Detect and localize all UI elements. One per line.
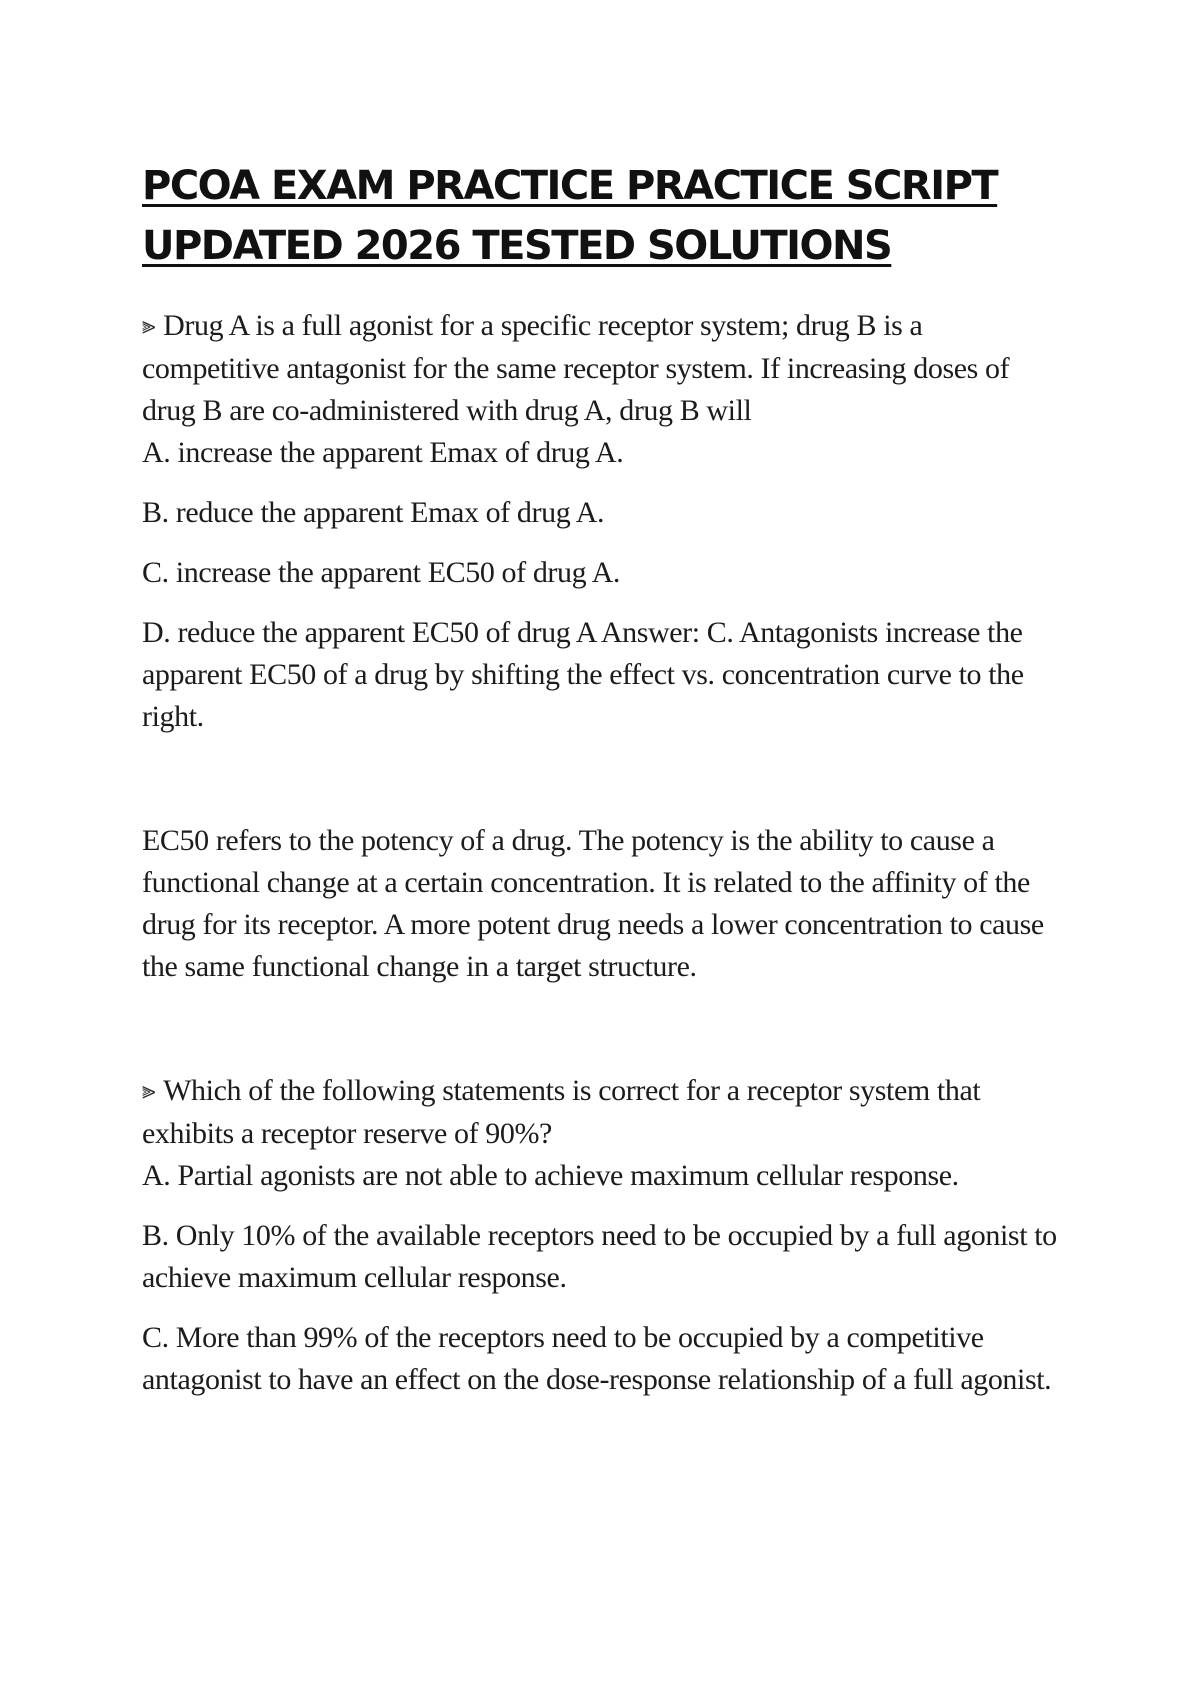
question-2-option-b: B. Only 10% of the available receptors need to be occupied by a full agonist to achieve maximum cellular response. <box>142 1219 1057 1294</box>
question-1-option-a: A. increase the apparent Emax of drug A. <box>142 436 624 469</box>
document-title <box>142 156 1062 276</box>
document-body <box>142 305 1062 1419</box>
question-2-option-c: C. More than 99% of the receptors need to be occupied by a competitive antagonist to have an effect on the dose-response relationship of a full agonist. <box>142 1321 1052 1396</box>
question-2 <box>142 1070 1062 1155</box>
arrow-bullet-icon: ⫸ <box>142 311 156 339</box>
question-1-option-b: B. reduce the apparent Emax of drug A. <box>142 496 605 529</box>
arrow-bullet-icon: ⫸ <box>142 1076 156 1104</box>
question-1-stem: Drug A is a full agonist for a specific receptor system; drug B is a competitive antagonist for the same receptor system. If increasing doses of drug B are co-administered with drug A, drug B will <box>142 309 1010 427</box>
question-1-option-c: C. increase the apparent EC50 of drug A. <box>142 556 621 589</box>
question-1-option-d-answer: D. reduce the apparent EC50 of drug A Answer: C. Antagonists increase the apparent EC50 of a drug by shifting the effect vs. concentration curve to the right. <box>142 616 1024 733</box>
question-2-stem: Which of the following statements is correct for a receptor system that exhibits a receptor reserve of 90%? <box>142 1074 981 1150</box>
question-1 <box>142 305 1062 432</box>
question-2-option-a: A. Partial agonists are not able to achieve maximum cellular response. <box>142 1159 959 1192</box>
title-line-2: UPDATED 2026 TESTED SOLUTIONS <box>142 223 892 269</box>
question-1-explanation: EC50 refers to the potency of a drug. The potency is the ability to cause a functional change at a certain concentration. It is related to the affinity of the drug for its receptor. A more potent drug needs a lower concentration to cause the same functional change in a target structure. <box>142 824 1044 983</box>
title-line-1: PCOA EXAM PRACTICE PRACTICE SCRIPT <box>142 163 998 209</box>
